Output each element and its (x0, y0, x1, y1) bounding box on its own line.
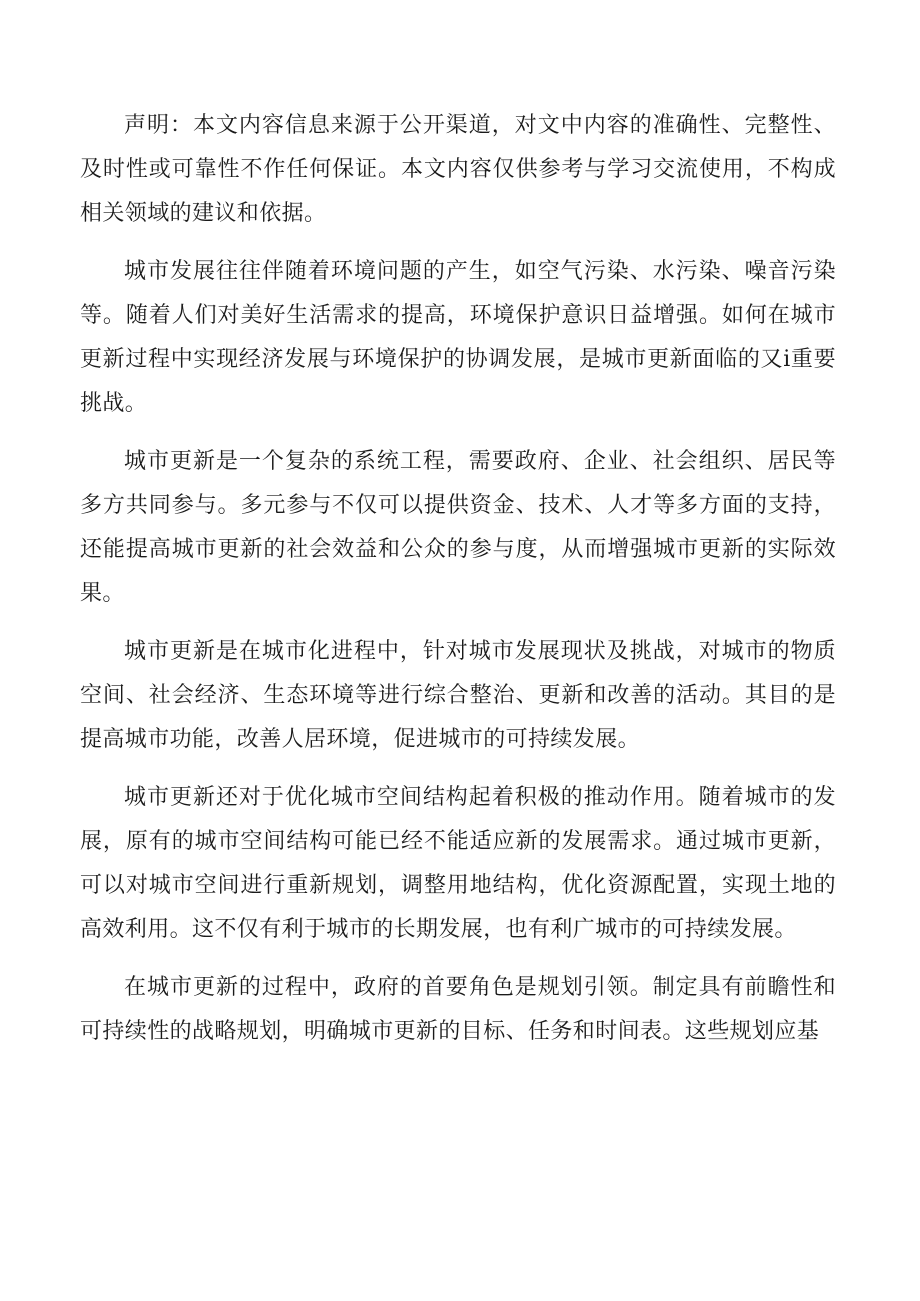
body-paragraph: 在城市更新的过程中，政府的首要角色是规划引领。制定具有前瞻性和可持续性的战略规划，明确城市更新的目标、任务和时间表。这些规划应基 (80, 975, 836, 1044)
body-paragraph: 城市更新还对于优化城市空间结构起着积极的推动作用。随着城市的发展，原有的城市空间结构可能已经不能适应新的发展需求。通过城市更新，可以对城市空间进行重新规划，调整用地结构，优化资源配置，实现土地的高效利用。这不仅有利于城市的长期发展，也有利广城市的可持续发展。 (80, 785, 836, 942)
document-body (80, 104, 836, 1068)
disclaimer-paragraph: 声明：本文内容信息来源于公开渠道，对文中内容的准确性、完整性、及时性或可靠性不作任何保证。本文内容仅供参考与学习交流使用，不构成相关领域的建议和依据。 (80, 113, 836, 226)
body-paragraph: 城市发展往往伴随着环境问题的产生，如空气污染、水污染、噪音污染等。随着人们对美好生活需求的提高，环境保护意识日益增强。如何在城市更新过程中实现经济发展与环境保护的协调发展，是城市更新面临的又i重要挑战。 (80, 259, 836, 416)
body-paragraph: 城市更新是在城市化进程中，针对城市发展现状及挑战，对城市的物质空间、社会经济、生态环境等进行综合整治、更新和改善的活动。其目的是提高城市功能，改善人居环境，促进城市的可持续发展。 (80, 639, 836, 752)
body-paragraph: 城市更新是一个复杂的系统工程，需要政府、企业、社会组织、居民等多方共同参与。多元参与不仅可以提供资金、技术、人才等多方面的支持，还能提高城市更新的社会效益和公众的参与度，从而增强城市更新的实际效果。 (80, 449, 836, 606)
